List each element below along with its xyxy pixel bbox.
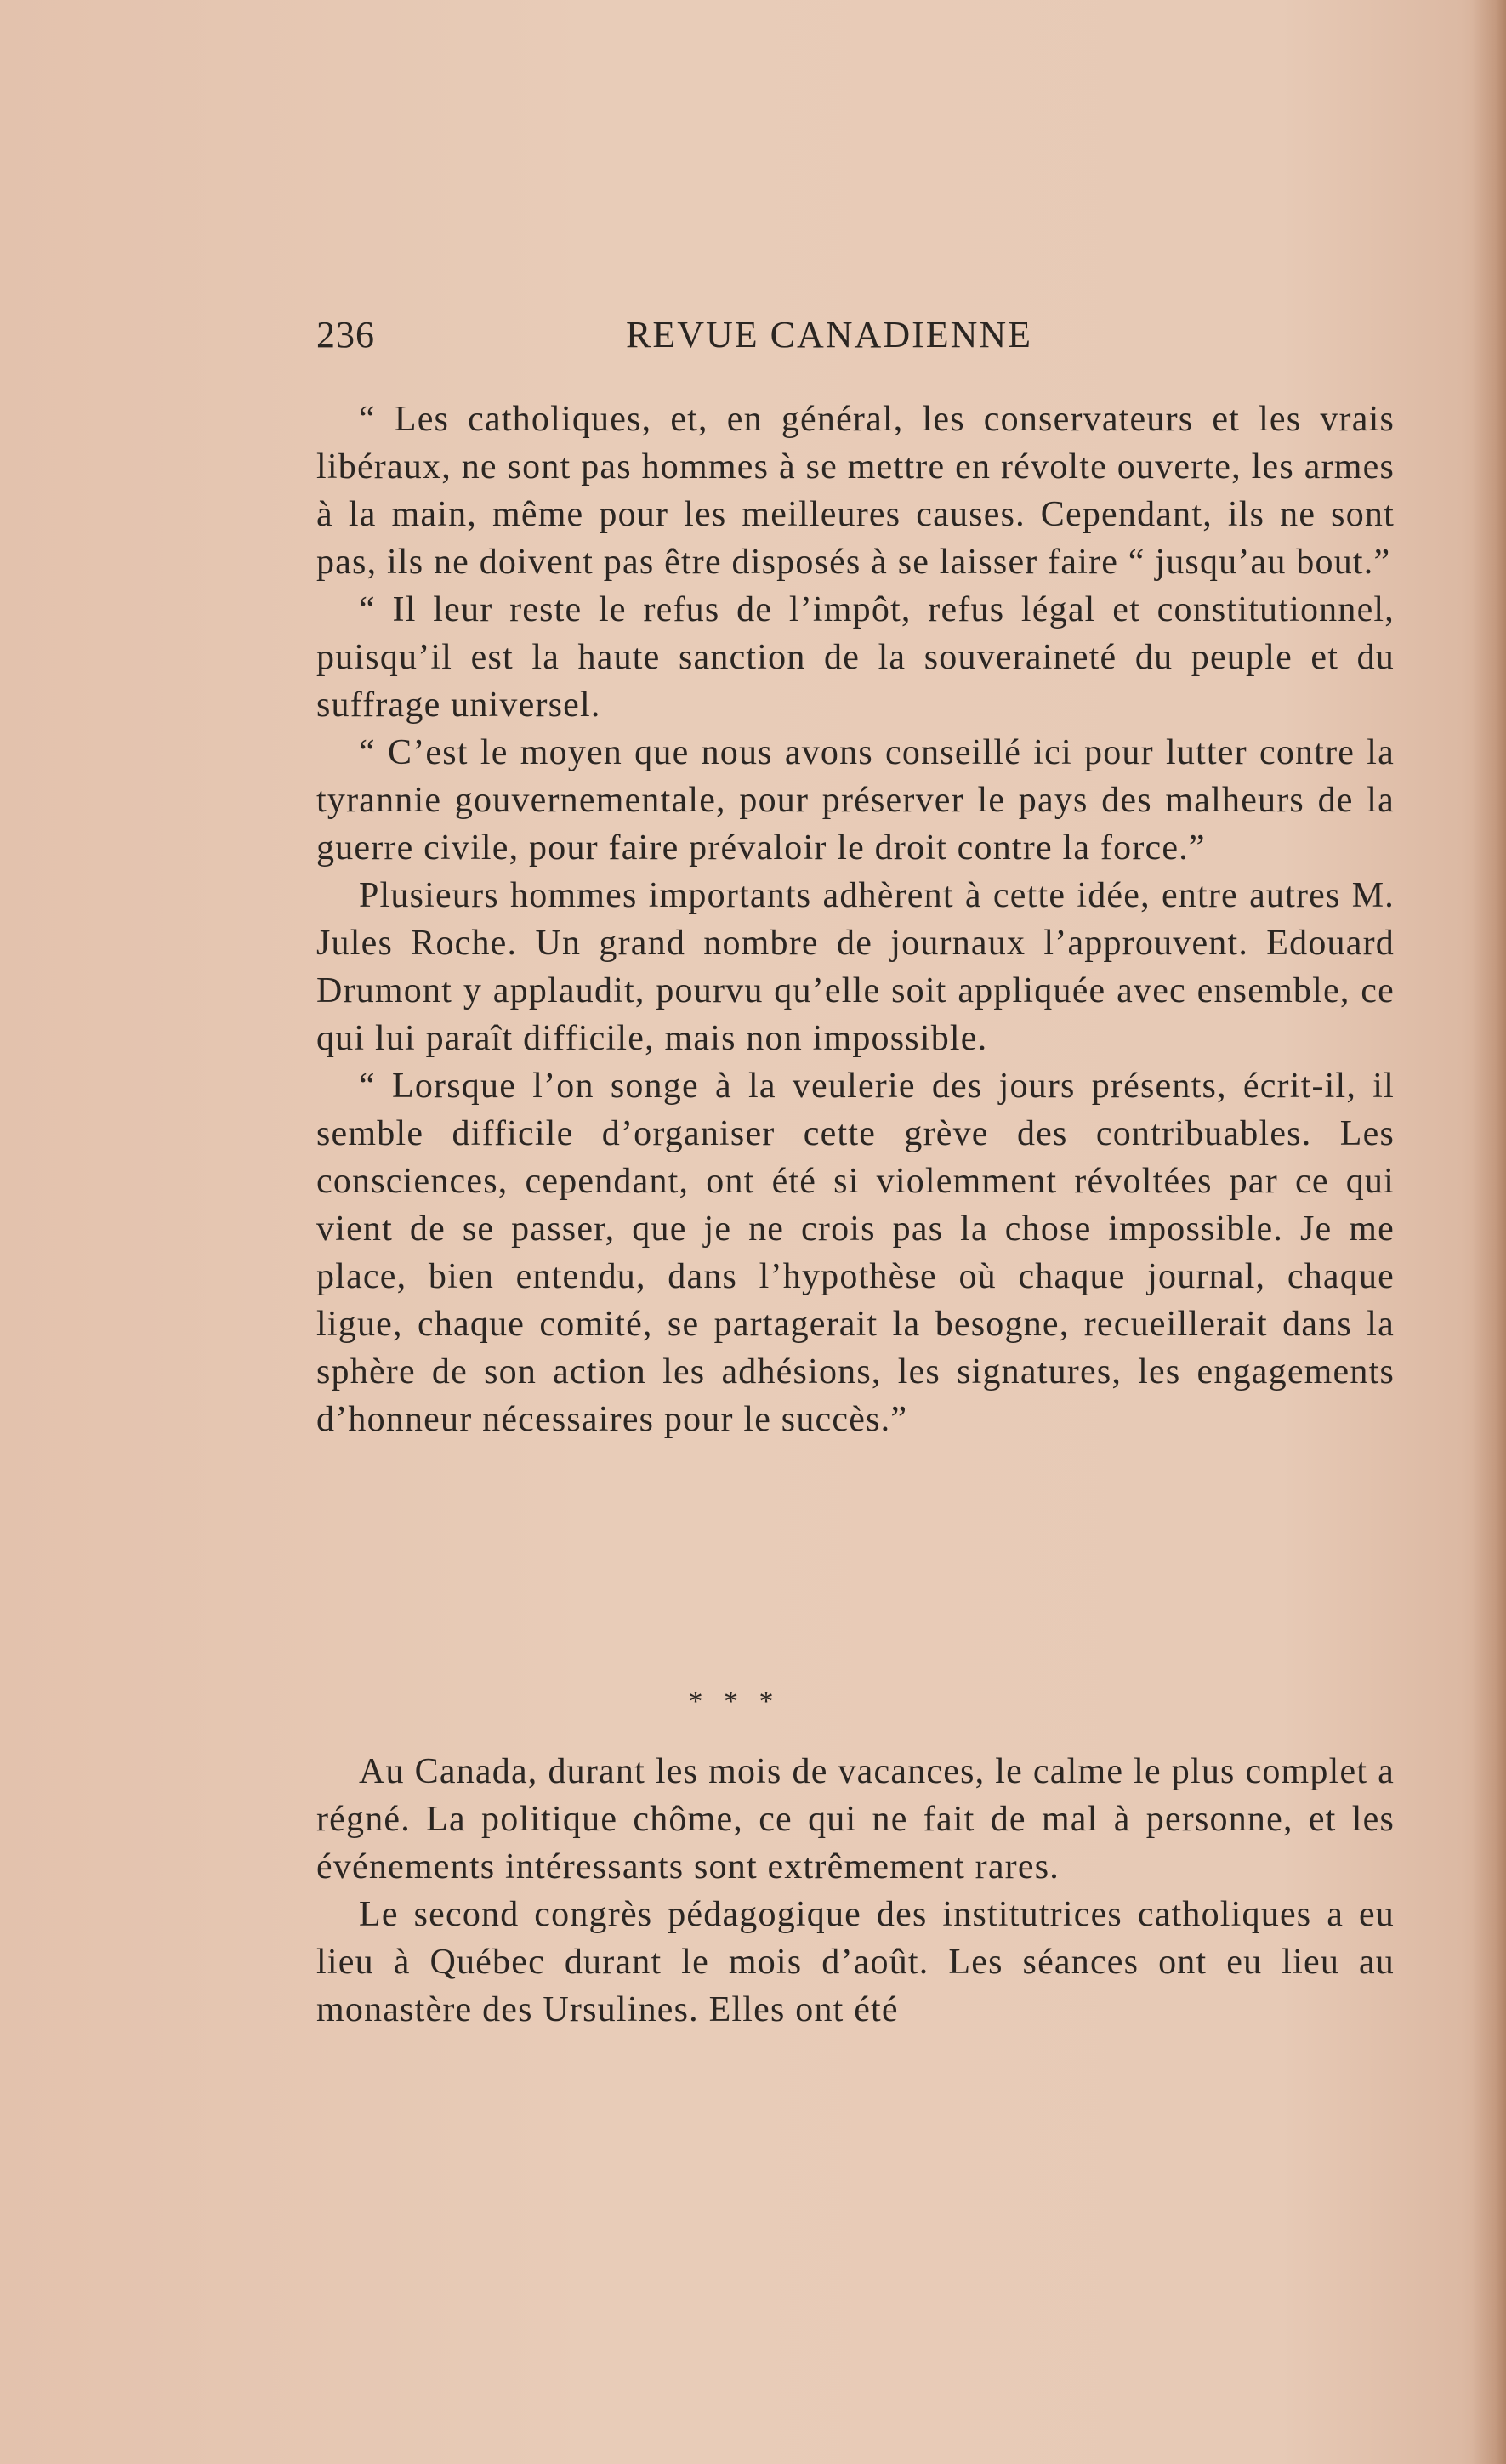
paragraph: “ Les catholiques, et, en général, les conservateurs et les vrais libéraux, ne sont pas hommes à se mettre en révolte ouverte, les armes à la main, même pour les meilleures causes. Cependant, ils ne sont pas, ils ne doivent pas être disposés à se laisser faire “ jusqu’au bout.” [316,400,1395,582]
page-header [316,313,1083,357]
page-number: 236 [316,314,375,356]
paragraph: “ C’est le moyen que nous avons conseillé ici pour lutter contre la tyrannie gouvernementale, pour préserver le pays des malheurs de la guerre civile, pour faire prévaloir le droit contre la force.” [316,733,1395,868]
body-text-top [316,395,1395,1443]
page-edge-shadow [1472,0,1506,2464]
section-separator [0,1686,1506,1718]
body-text-bottom [316,1748,1395,2034]
paragraph: “ Il leur reste le refus de l’impôt, refus légal et constitutionnel, puisqu’il est la haute sanction de la souveraineté du peuple et du suffrage universel. [316,590,1395,725]
asterism: * * * [688,1686,781,1717]
paragraph: Le second congrès pédagogique des institutrices catholiques a eu lieu à Québec durant le mois d’août. Les séances ont eu lieu au monastère des Ursulines. Elles ont été [316,1895,1395,2029]
paragraph: Plusieurs hommes importants adhèrent à cette idée, entre autres M. Jules Roche. Un grand nombre de journaux l’approuvent. Edouard Drumont y applaudit, pourvu qu’elle soit appliquée avec ensemble, ce qui lui paraît difficile, mais non impossible. [316,876,1395,1058]
paragraph: “ Lorsque l’on songe à la veulerie des jours présents, écrit-il, il semble difficile d’organiser cette grève des contribuables. Les consciences, cependant, ont été si violemment révoltées par ce qui vient de se passer, que je ne crois pas la chose impossible. Je me place, bien entendu, dans l’hypothèse où chaque journal, chaque ligue, chaque comité, se partagerait la besogne, recueillerait dans la sphère de son action les adhésions, les signatures, les engagements d’honneur nécessaires pour le succès.” [316,1067,1395,1439]
running-title: REVUE CANADIENNE [626,314,1033,356]
paragraph: Au Canada, durant les mois de vacances, le calme le plus complet a régné. La politique chôme, ce qui ne fait de mal à personne, et les événements intéressants sont extrêmement rares. [316,1752,1395,1886]
